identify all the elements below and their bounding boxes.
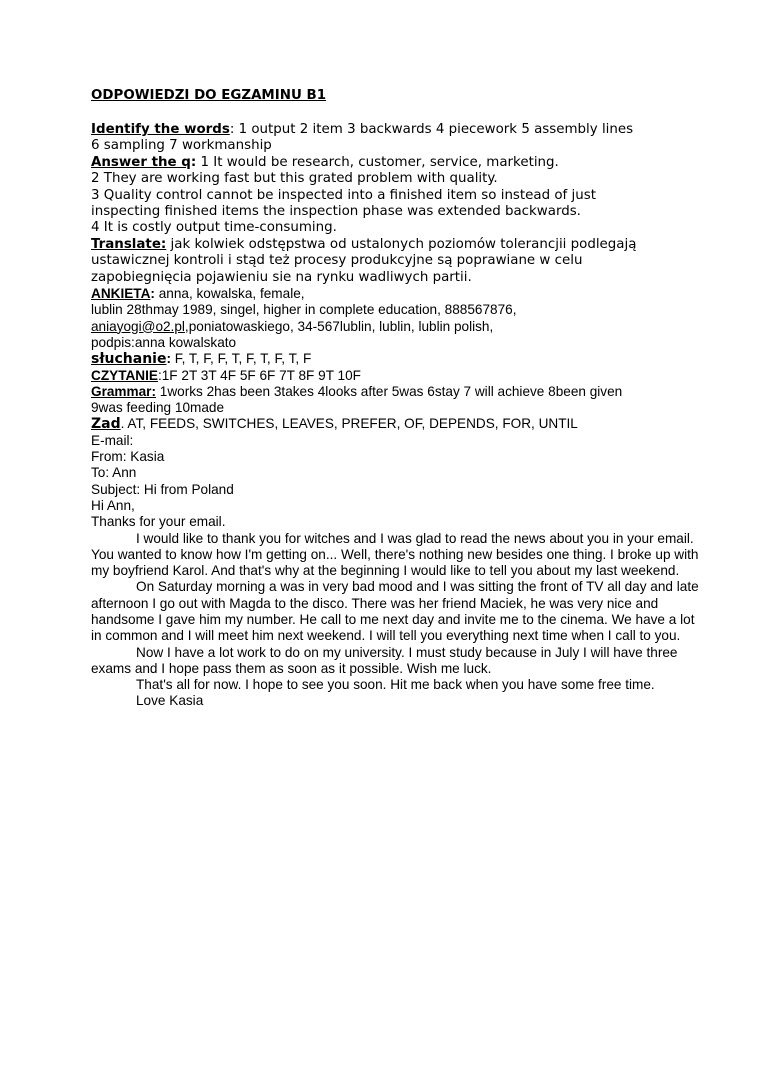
- answer-q-line-2: 2 They are working fast but this grated problem with quality.: [91, 171, 498, 187]
- grammar-line-1: Grammar: 1works 2has been 3takes 4looks after 5was 6stay 7 will achieve 8been given: [91, 383, 623, 399]
- email-heading: E-mail:: [91, 432, 134, 448]
- translate-line-1: Translate: jak kolwiek odstępstwa od ustalonych poziomów tolerancjii podlegają: [91, 236, 637, 252]
- email-thanks: Thanks for your email.: [91, 514, 226, 530]
- email-link[interactable]: aniayogi@o2.pl: [91, 318, 185, 334]
- ankieta-line-2: lublin 28thmay 1989, singel, higher in complete education, 888567876,: [91, 302, 517, 318]
- email-subject: Subject: Hi from Poland: [91, 481, 234, 497]
- translate-line-2: ustawicznej kontroli i stąd też procesy produkcyjne są poprawiane w celu: [91, 253, 583, 269]
- ankieta-line-3: aniayogi@o2.pl,poniatowaskiego, 34-567lublin, lublin, lublin polish,: [91, 318, 494, 334]
- answer-q-line-4: inspecting finished items the inspection phase was extended backwards.: [91, 204, 581, 220]
- document-title: ODPOWIEDZI DO EGZAMINU B1: [91, 88, 327, 103]
- identify-words-line-2: 6 sampling 7 workmanship: [91, 138, 272, 154]
- identify-words-line-1: Identify the words: 1 output 2 item 3 backwards 4 piecework 5 assembly lines: [91, 122, 634, 137]
- zad-line: Zad. AT, FEEDS, SWITCHES, LEAVES, PREFER, OF, DEPENDS, FOR, UNTIL: [91, 416, 578, 433]
- answer-q-label: Answer the q: [91, 154, 191, 170]
- identify-words-label: Identify the words: [91, 122, 230, 137]
- translate-line-3: zapobiegnięcia pojawieniu sie na rynku wadliwych partii.: [91, 269, 472, 285]
- czytanie-label: CZYTANIE: [91, 367, 158, 383]
- grammar-label: Grammar:: [91, 383, 156, 399]
- ankieta-line-1: ANKIETA: anna, kowalska, female,: [91, 286, 305, 302]
- email-paragraph-4: That's all for now. I hope to see you soon. Hit me back when you have some free time.: [136, 677, 655, 693]
- answer-q-line-1: Answer the q: 1 It would be research, customer, service, marketing.: [91, 154, 559, 170]
- sluchanie-line: słuchanie: F, T, F, F, T, F, T, F, T, F: [91, 351, 312, 368]
- ankieta-line-4: podpis:anna kowalskato: [91, 334, 237, 350]
- answer-q-line-5: 4 It is costly output time-consuming.: [91, 220, 337, 236]
- zad-label: Zad: [91, 416, 121, 433]
- ankieta-label: ANKIETA: [91, 286, 151, 302]
- email-paragraph-3: Now I have a lot work to do on my university. I must study because in July I will have three exams and I hope pass them as soon as it possible. Wish me luck.: [91, 644, 678, 676]
- translate-label: Translate:: [91, 236, 167, 252]
- czytanie-line: CZYTANIE:1F 2T 3T 4F 5F 6F 7T 8F 9T 10F: [91, 367, 361, 383]
- email-greeting: Hi Ann,: [91, 497, 135, 513]
- email-signoff: Love Kasia: [136, 693, 204, 709]
- sluchanie-label: słuchanie: [91, 351, 167, 368]
- email-to: To: Ann: [91, 465, 137, 481]
- answer-q-line-3: 3 Quality control cannot be inspected into a finished item so instead of just: [91, 187, 596, 203]
- email-paragraph-1: I would like to thank you for witches and I was glad to read the news about you in your email. You wanted to know how I'm getting on... Well, there's nothing new besides one thing. I broke up with my boyfriend Karol. And that's why at the beginning I would like to tell you about my last weekend.: [91, 530, 699, 579]
- grammar-line-2: 9was feeding 10made: [91, 400, 225, 416]
- email-from: From: Kasia: [91, 449, 165, 465]
- email-paragraph-2: On Saturday morning a was in very bad mood and I was sitting the front of TV all day and late afternoon I go out with Magda to the disco. There was her friend Maciek, he was very nice and handsome I gave him my number. He call to me next day and invite me to the cinema. We have a lot in common and I will meet him next weekend. I will tell you everything next time when I call to you.: [91, 579, 699, 644]
